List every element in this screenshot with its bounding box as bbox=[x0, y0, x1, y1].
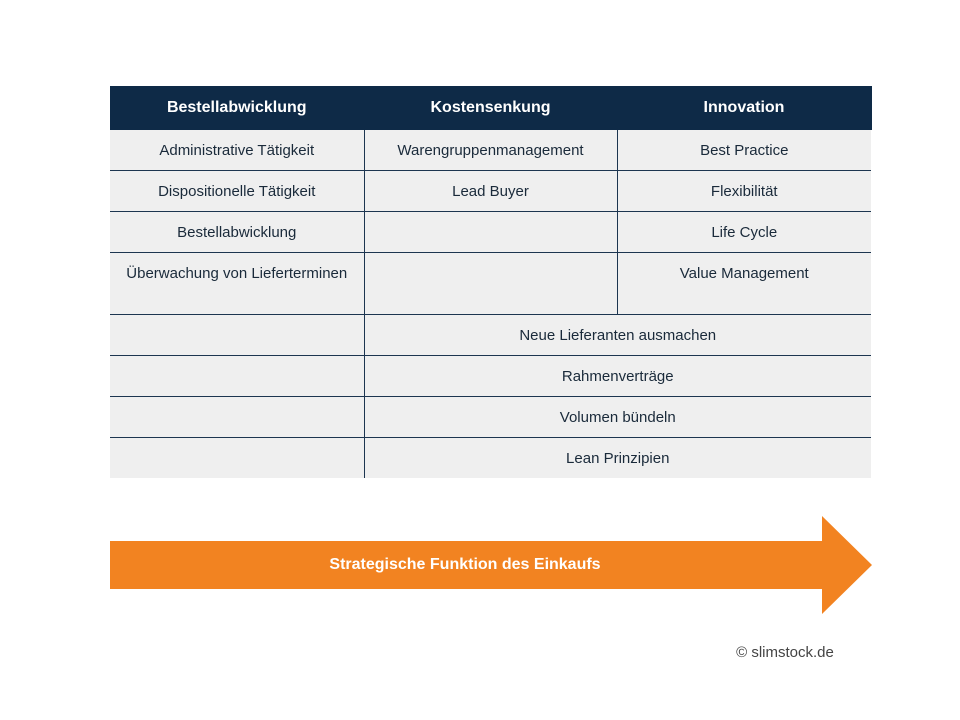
arrow-label: Strategische Funktion des Einkaufs bbox=[329, 556, 601, 573]
table-cell: Administrative Tätigkeit bbox=[110, 130, 364, 171]
table-cell: Warengruppenmanagement bbox=[364, 130, 617, 171]
table-cell: Dispositionelle Tätigkeit bbox=[110, 171, 364, 212]
table-row bbox=[110, 356, 871, 397]
empty-cell bbox=[110, 438, 364, 479]
table-cell: Value Management bbox=[617, 253, 871, 315]
purchasing-functions-table bbox=[110, 86, 872, 478]
empty-cell bbox=[110, 397, 364, 438]
table-cell: Lead Buyer bbox=[364, 171, 617, 212]
table-cell: Life Cycle bbox=[617, 212, 871, 253]
table-cell: Bestellabwicklung bbox=[110, 212, 364, 253]
header-kostensenkung: Kostensenkung bbox=[364, 86, 617, 130]
table-row bbox=[110, 171, 871, 212]
table-row bbox=[110, 397, 871, 438]
empty-cell bbox=[110, 356, 364, 397]
table-row bbox=[110, 130, 871, 171]
table-cell: Flexibilität bbox=[617, 171, 871, 212]
copyright-text: © slimstock.de bbox=[736, 644, 834, 661]
table-cell: Überwachung von Lieferterminen bbox=[110, 253, 364, 315]
strategic-function-arrow bbox=[110, 516, 872, 614]
empty-cell bbox=[110, 315, 364, 356]
table-row bbox=[110, 315, 871, 356]
merged-cell: Lean Prinzipien bbox=[364, 438, 871, 479]
table-row bbox=[110, 253, 871, 315]
merged-cell: Rahmenverträge bbox=[364, 356, 871, 397]
merged-cell: Volumen bündeln bbox=[364, 397, 871, 438]
empty-cell bbox=[364, 253, 617, 315]
table-row bbox=[110, 212, 871, 253]
empty-cell bbox=[364, 212, 617, 253]
header-bestellabwicklung: Bestellabwicklung bbox=[110, 86, 364, 130]
merged-cell: Neue Lieferanten ausmachen bbox=[364, 315, 871, 356]
table-row bbox=[110, 438, 871, 479]
header-innovation: Innovation bbox=[617, 86, 871, 130]
table-cell: Best Practice bbox=[617, 130, 871, 171]
header-row bbox=[110, 86, 871, 130]
